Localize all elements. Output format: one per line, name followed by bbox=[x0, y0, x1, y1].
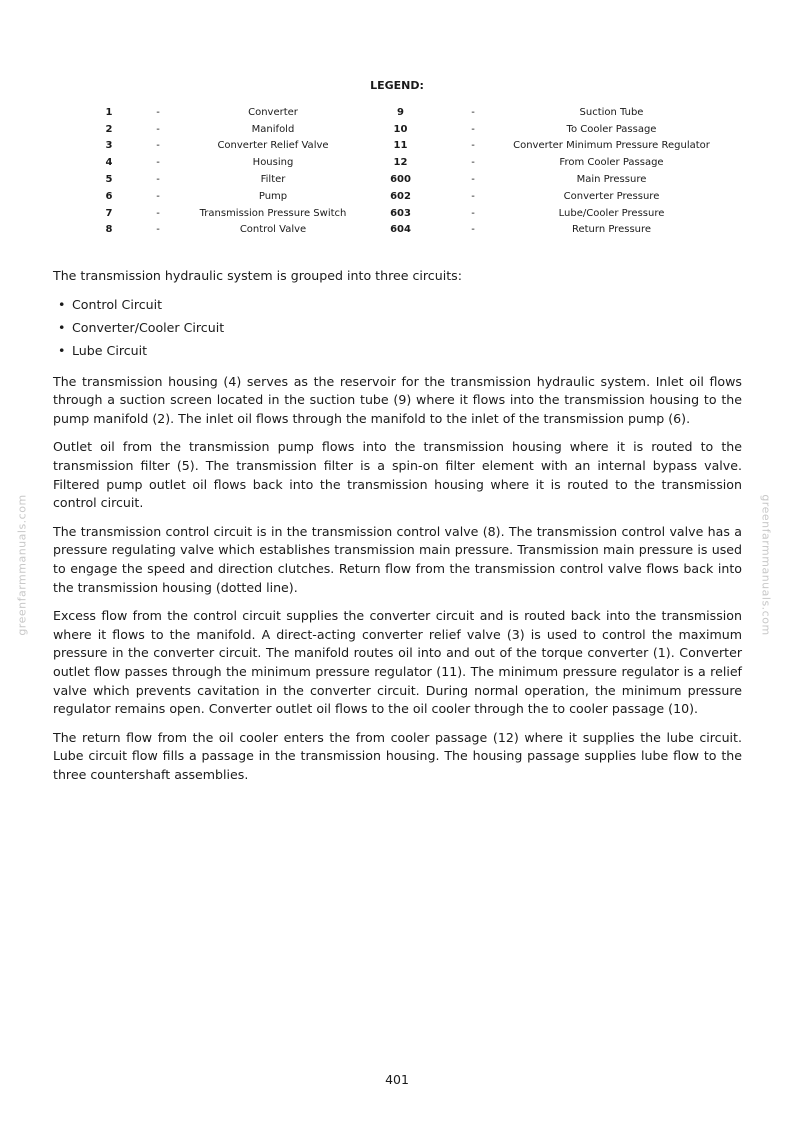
legend-separator: - bbox=[156, 140, 160, 152]
list-item bbox=[53, 342, 742, 365]
circuit-list bbox=[53, 296, 742, 365]
legend-separator: - bbox=[471, 106, 475, 118]
legend-row bbox=[90, 154, 720, 171]
watermark-right: greenfarmmanuals.com bbox=[759, 494, 773, 636]
legend-separator: - bbox=[471, 207, 475, 219]
legend-number: 603 bbox=[390, 207, 411, 219]
list-item-text: Converter/Cooler Circuit bbox=[72, 319, 225, 335]
paragraphs bbox=[53, 373, 742, 785]
legend-label: Pump bbox=[258, 190, 288, 202]
legend-separator: - bbox=[156, 106, 160, 118]
legend-separator: - bbox=[471, 190, 475, 202]
main-content bbox=[53, 267, 742, 794]
legend-title: LEGEND: bbox=[370, 79, 424, 92]
legend-separator: - bbox=[156, 190, 160, 202]
legend-label: To Cooler Passage bbox=[566, 123, 657, 135]
legend-label: Suction Tube bbox=[579, 106, 644, 118]
legend-separator: - bbox=[156, 157, 160, 169]
legend-row bbox=[90, 138, 720, 155]
legend-label: Converter Minimum Pressure Regulator bbox=[513, 140, 710, 152]
legend-number: 602 bbox=[390, 190, 411, 202]
legend-separator: - bbox=[471, 140, 475, 152]
legend-label: Converter Relief Valve bbox=[217, 140, 329, 152]
legend-label: Converter Pressure bbox=[563, 190, 660, 202]
legend-label: Control Valve bbox=[239, 224, 307, 236]
legend-number: 9 bbox=[397, 106, 404, 118]
legend-number: 6 bbox=[105, 190, 113, 202]
list-item-text: Control Circuit bbox=[72, 296, 163, 312]
legend-separator: - bbox=[471, 157, 475, 169]
body-paragraph: The transmission control circuit is in the transmission control valve (8). The transmission control valve has a pressure regulating valve which establishes transmission main pressure. Transmission main pressure is used to engage the speed and direction clutches. Return flow from the transmission control valve flows back into the transmission housing (dotted line). bbox=[53, 523, 742, 595]
watermark-left: greenfarmmanuals.com bbox=[15, 494, 29, 636]
bullet-icon: • bbox=[58, 342, 66, 358]
list-item-text: Lube Circuit bbox=[72, 342, 148, 358]
legend-row bbox=[90, 104, 720, 121]
legend-separator: - bbox=[156, 224, 160, 236]
legend-table bbox=[90, 104, 720, 238]
legend-number: 7 bbox=[105, 207, 113, 219]
body-paragraph: Outlet oil from the transmission pump flows into the transmission housing where it is routed to the transmission filter (5). The transmission filter is a spin-on filter element with an internal bypass valve. Filtered pump outlet oil flows back into the transmission housing where it is routed to the transmission control circuit. bbox=[53, 439, 742, 511]
bullet-icon: • bbox=[58, 296, 66, 312]
legend-label: Return Pressure bbox=[571, 224, 652, 236]
legend-row bbox=[90, 188, 720, 205]
legend-separator: - bbox=[471, 174, 475, 186]
legend-label: Manifold bbox=[251, 123, 295, 135]
legend-row bbox=[90, 171, 720, 188]
legend-label: Converter bbox=[248, 106, 298, 118]
legend-row bbox=[90, 121, 720, 138]
body-paragraph: Excess flow from the control circuit supplies the converter circuit and is routed back into the transmission where it flows to the manifold. A direct-acting converter relief valve (3) is used to control the maximum pressure in the converter circuit. The manifold routes oil into and out of the torque converter (1). Converter outlet flow passes through the minimum pressure regulator (11). The minimum pressure regulator is a relief valve which prevents cavitation in the converter circuit. During normal operation, the minimum pressure regulator remains open. Converter outlet oil flows to the oil cooler through the to cooler passage (10). bbox=[53, 608, 742, 717]
legend-number: 2 bbox=[105, 123, 113, 135]
legend-number: 11 bbox=[393, 140, 408, 152]
intro-text: The transmission hydraulic system is grouped into three circuits: bbox=[53, 268, 462, 283]
legend-number: 600 bbox=[390, 174, 411, 186]
legend-number: 604 bbox=[390, 224, 411, 236]
list-item bbox=[53, 296, 742, 319]
legend-separator: - bbox=[156, 174, 160, 186]
legend-label: From Cooler Passage bbox=[559, 157, 664, 169]
legend-label: Main Pressure bbox=[576, 174, 647, 186]
legend-number: 12 bbox=[393, 157, 408, 169]
legend-number: 3 bbox=[105, 140, 113, 152]
legend-row bbox=[90, 205, 720, 222]
legend-separator: - bbox=[471, 123, 475, 135]
legend-rows bbox=[90, 104, 720, 238]
legend-row bbox=[90, 222, 720, 239]
body-paragraph: The return flow from the oil cooler enters the from cooler passage (12) where it supplies the lube circuit. Lube circuit flow fills a passage in the transmission housing. The housing passage supplies lube flow to the three countershaft assemblies. bbox=[53, 729, 742, 782]
bullet-icon: • bbox=[58, 319, 66, 335]
legend-separator: - bbox=[471, 224, 475, 236]
legend-number: 10 bbox=[393, 123, 408, 135]
list-item bbox=[53, 319, 742, 342]
legend-number: 4 bbox=[105, 157, 113, 169]
page-number: 401 bbox=[385, 1072, 409, 1087]
legend-number: 1 bbox=[105, 106, 113, 118]
legend-number: 5 bbox=[105, 174, 113, 186]
legend-label: Filter bbox=[260, 174, 286, 186]
legend-label: Transmission Pressure Switch bbox=[199, 207, 347, 219]
legend-separator: - bbox=[156, 207, 160, 219]
legend-number: 8 bbox=[105, 224, 113, 236]
legend-separator: - bbox=[156, 123, 160, 135]
body-paragraph: The transmission housing (4) serves as the reservoir for the transmission hydraulic system. Inlet oil flows through a suction screen located in the suction tube (9) where it flows into the transmission housing to the pump manifold (2). The inlet oil flows through the manifold to the inlet of the transmission pump (6). bbox=[53, 373, 742, 426]
legend-label: Lube/Cooler Pressure bbox=[558, 207, 665, 219]
legend-label: Housing bbox=[252, 157, 294, 169]
